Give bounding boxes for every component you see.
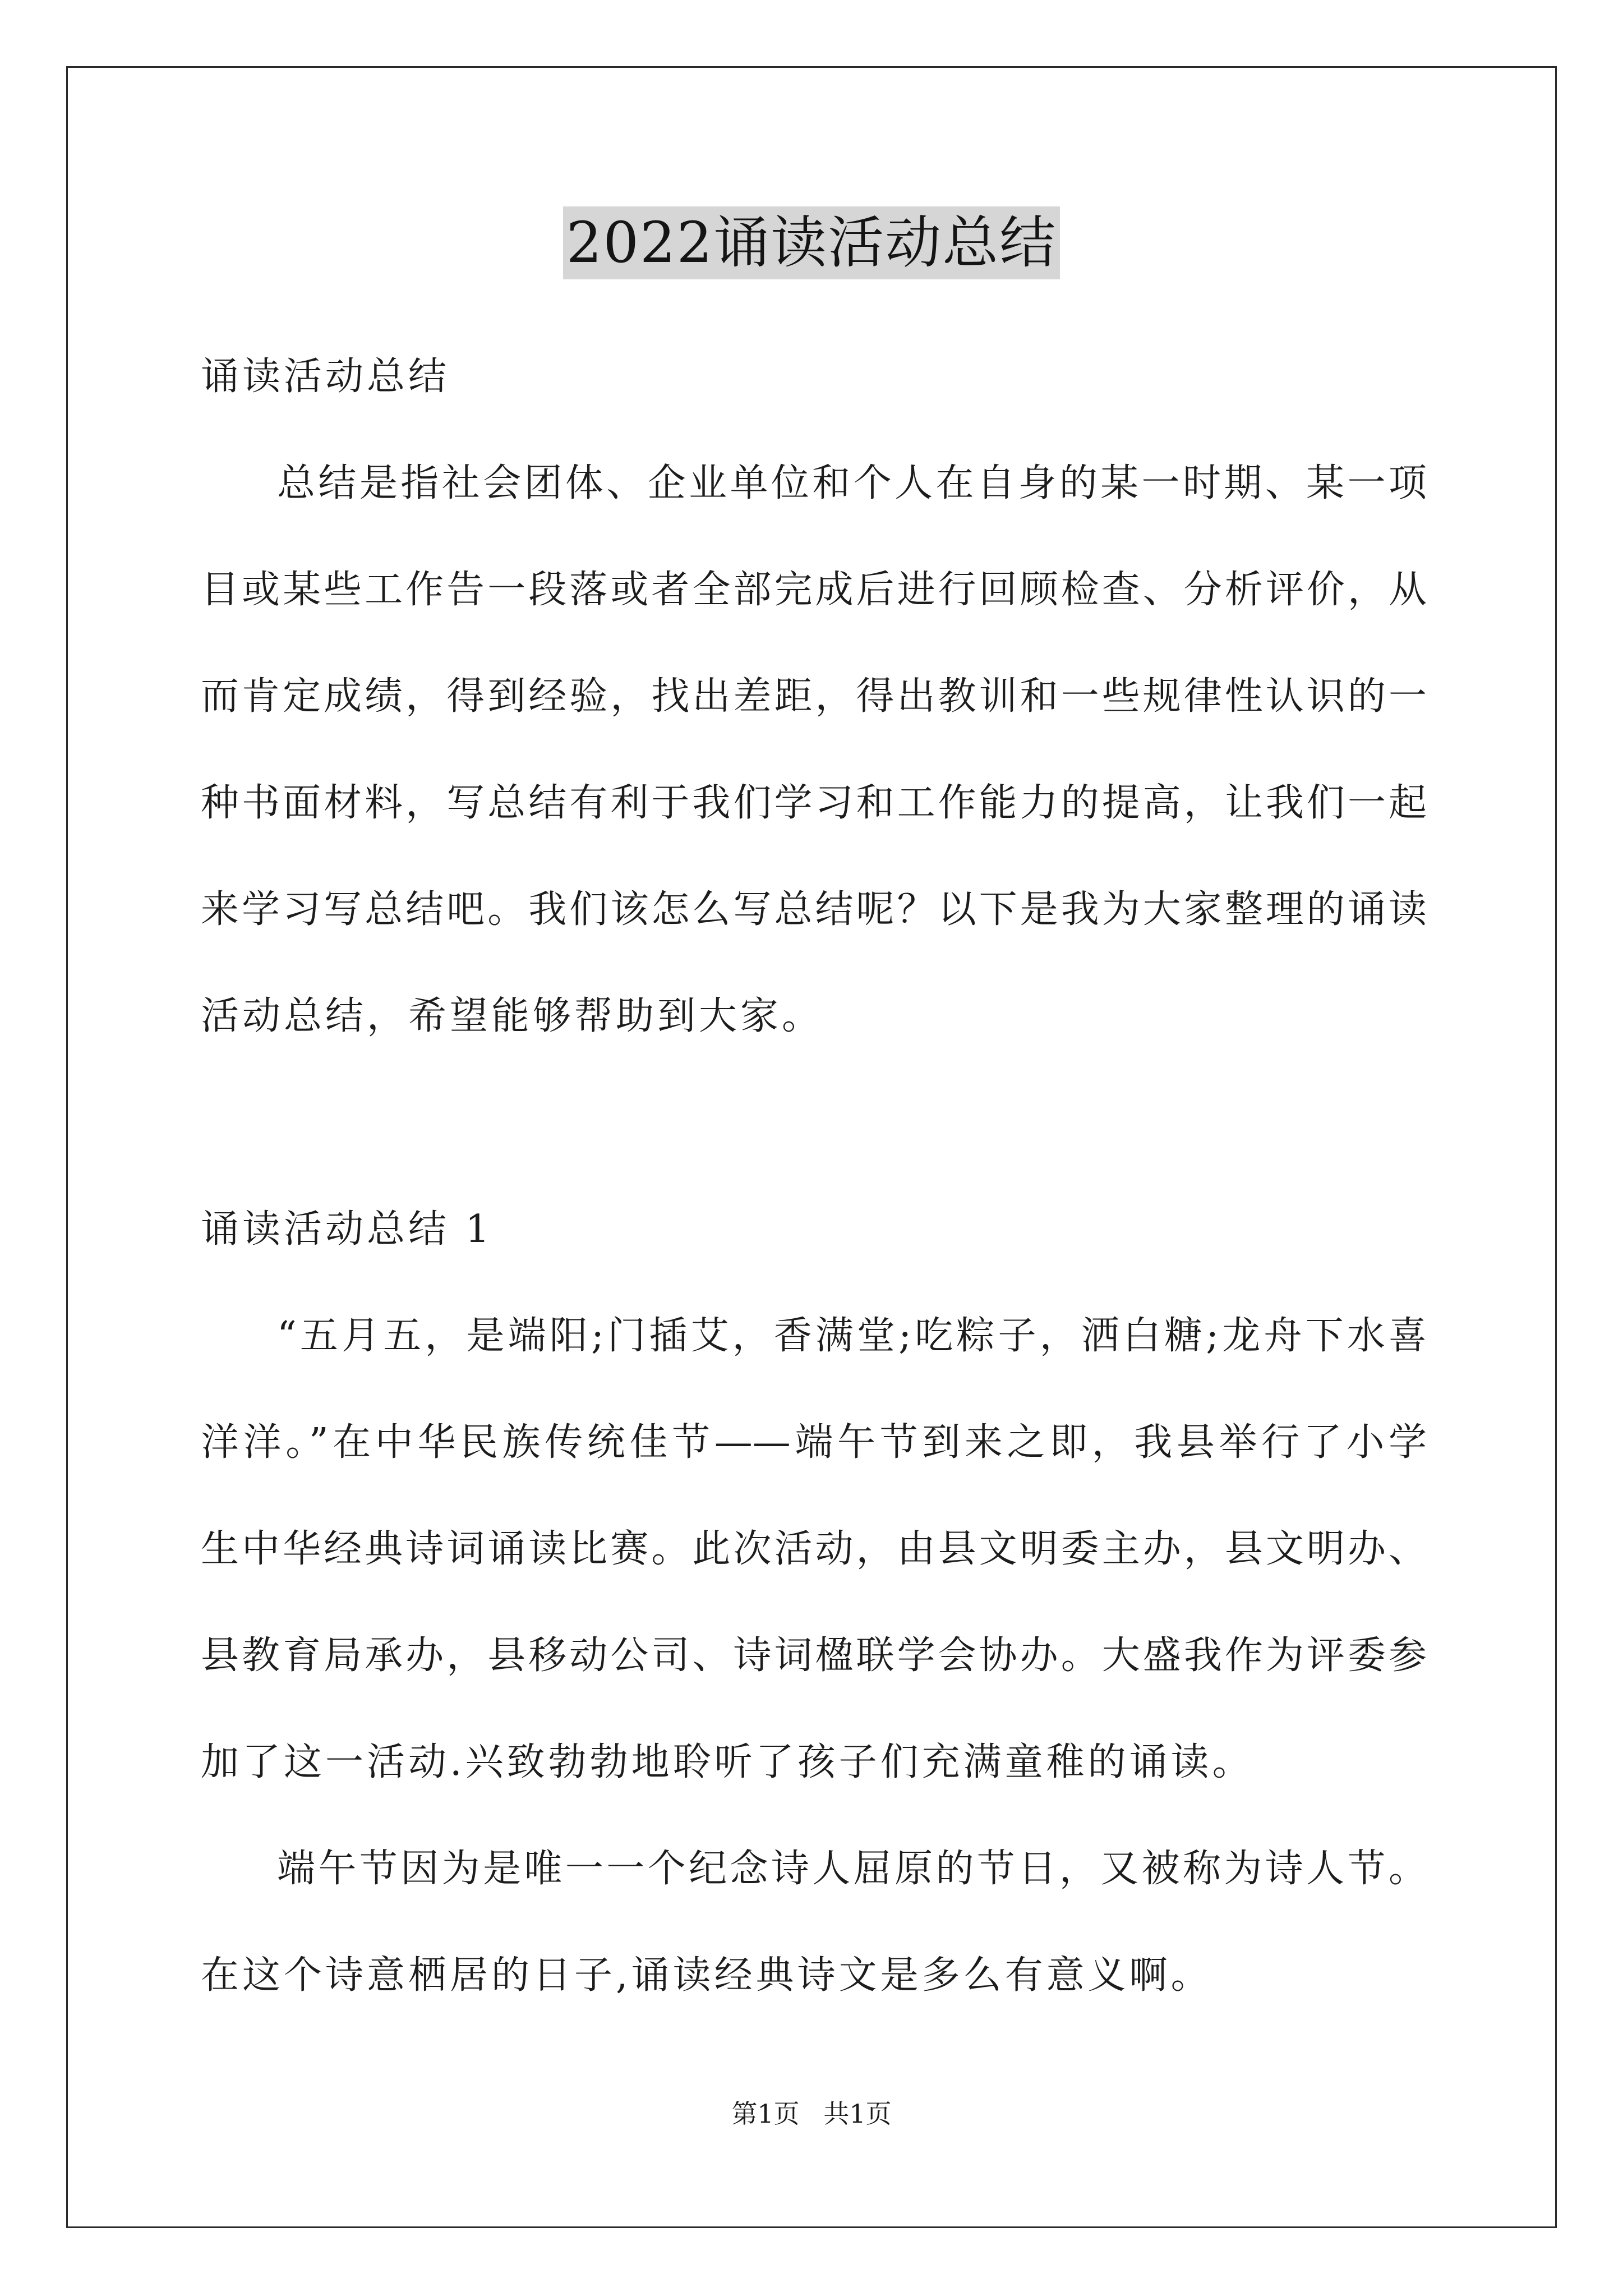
paragraph-line: “五月五，是端阳;门插艾，香满堂;吃粽子，洒白糖;龙舟下水喜 — [277, 1314, 1427, 1358]
intro-line: 总结是指社会团体、企业单位和个人在自身的某一时期、某一项 — [277, 461, 1427, 505]
document-title: 2022诵读活动总结 — [563, 206, 1061, 279]
paragraph-line: 端午节因为是唯一一个纪念诗人屈原的节日，又被称为诗人节。 — [277, 1847, 1427, 1891]
intro-line: 目或某些工作告一段落或者全部完成后进行回顾检查、分析评价，从 — [201, 568, 1427, 612]
page-total: 共1页 — [823, 2099, 892, 2129]
page-number: 第1页 — [731, 2099, 800, 2129]
intro-line: 活动总结，希望能够帮助到大家。 — [201, 994, 824, 1038]
section-subtitle: 诵读活动总结 — [201, 355, 450, 399]
paragraph-line: 生中华经典诗词诵读比赛。此次活动，由县文明委主办，县文明办、 — [201, 1527, 1427, 1571]
paragraph-line: 加了这一活动.兴致勃勃地聆听了孩子们充满童稚的诵读。 — [201, 1740, 1254, 1784]
paragraph-line: 县教育局承办，县移动公司、诗词楹联学会协办。大盛我作为评委参 — [201, 1634, 1427, 1678]
intro-line: 种书面材料，写总结有利于我们学习和工作能力的提高，让我们一起 — [201, 781, 1427, 825]
page-footer — [0, 2093, 1623, 2131]
intro-line: 来学习写总结吧。我们该怎么写总结呢？以下是我为大家整理的诵读 — [201, 887, 1427, 932]
title-container — [0, 206, 1623, 279]
paragraph-line: 在这个诗意栖居的日子,诵读经典诗文是多么有意义啊。 — [201, 1953, 1212, 1998]
section-heading: 诵读活动总结 1 — [201, 1207, 493, 1251]
intro-line: 而肯定成绩，得到经验，找出差距，得出教训和一些规律性认识的一 — [201, 674, 1427, 719]
paragraph-line: 洋洋。”在中华民族传统佳节——端午节到来之即，我县举行了小学 — [201, 1420, 1427, 1465]
